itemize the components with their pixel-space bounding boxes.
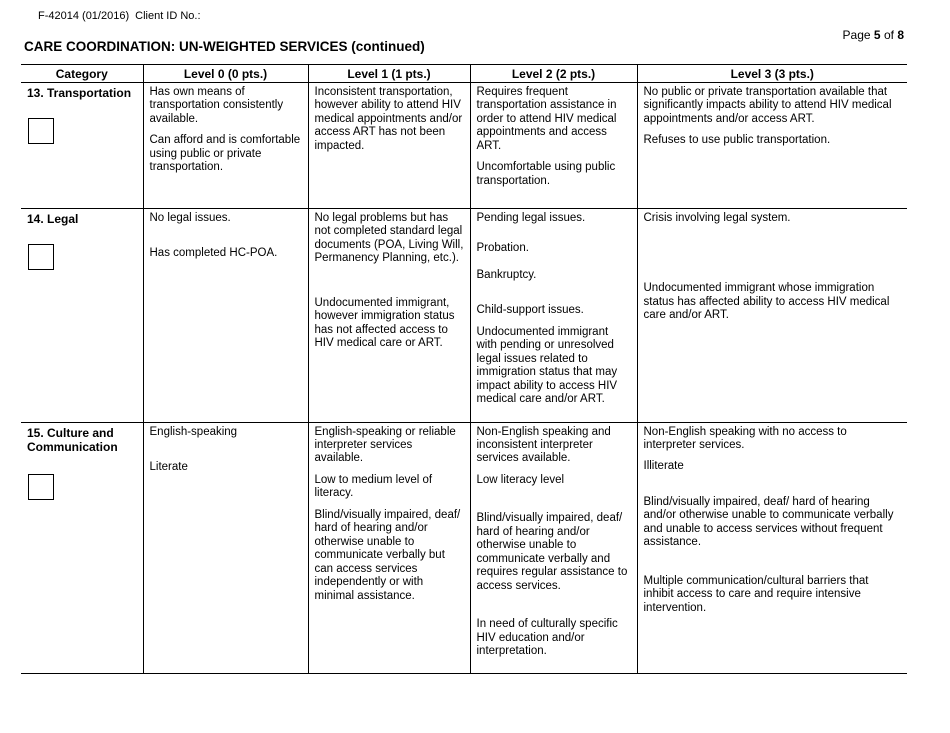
table-header-row — [21, 65, 907, 83]
level-text: Refuses to use public transportation. — [643, 134, 831, 147]
services-table — [21, 64, 907, 674]
category-name-line-2: Communication — [27, 439, 118, 454]
level-text: Illiterate — [643, 460, 684, 473]
page-title: CARE COORDINATION: UN-WEIGHTED SERVICES (continued) — [24, 39, 425, 54]
level-0-cell — [143, 83, 308, 209]
form-id-line — [38, 10, 201, 22]
page-total: 8 — [897, 28, 904, 42]
score-box-legal[interactable] — [28, 244, 54, 270]
category-name-line-1: 15. Culture and — [27, 425, 114, 440]
level-text: English-speaking or reliable interpreter services available. — [314, 425, 456, 465]
table-row-culture-communication — [21, 422, 907, 674]
level-text: Low literacy level — [476, 473, 565, 486]
table-row-transportation — [21, 83, 907, 209]
column-header-level-0: Level 0 (0 pts.) — [143, 65, 308, 83]
level-text: Blind/visually impaired, deaf/ hard of hearing and/or otherwise unable to communicate verbally but can access services independently or with minimal assistance. — [314, 508, 461, 602]
level-1-cell — [308, 209, 470, 423]
column-header-level-2: Level 2 (2 pts.) — [470, 65, 637, 83]
level-text: English-speaking — [149, 425, 238, 438]
page-current: 5 — [873, 28, 881, 42]
level-text: No legal problems but has not completed standard legal documents (POA, Living Will, Permanency Planning, etc.). — [314, 212, 464, 265]
level-text: Inconsistent transportation, however ability to attend HIV medical appointments and/or access ART has not been impacted. — [314, 86, 463, 152]
column-header-level-3: Level 3 (3 pts.) — [637, 65, 907, 83]
category-name: 13. Transportation — [27, 86, 132, 101]
level-1-cell — [308, 422, 470, 674]
level-3-cell — [637, 83, 907, 209]
level-text: Literate — [149, 461, 188, 474]
level-text: Multiple communication/cultural barriers that inhibit access to care and require intensive intervention. — [643, 574, 869, 614]
level-text: No public or private transportation available that significantly impacts ability to attend HIV medical appointments and/or access ART. — [643, 86, 892, 125]
table-row-legal — [21, 209, 907, 423]
level-text: Low to medium level of literacy. — [314, 473, 433, 500]
level-text: Undocumented immigrant, however immigration status has not affected access to HIV medical care or ART. — [314, 296, 455, 350]
level-text: Has completed HC-POA. — [149, 247, 278, 260]
score-box-transportation[interactable] — [28, 118, 54, 144]
level-text: Crisis involving legal system. — [643, 212, 791, 225]
page-of: of — [883, 28, 894, 42]
form-number: F-42014 (01/2016) — [38, 10, 130, 22]
client-id-label: Client ID No.: — [135, 10, 201, 22]
level-text: Non-English speaking and inconsistent interpreter services available. — [476, 425, 611, 465]
category-cell-legal — [21, 209, 143, 423]
score-box-culture-communication[interactable] — [28, 474, 54, 500]
level-text: Blind/visually impaired, deaf/ hard of hearing and/or otherwise unable to communicate verbally and requires regular assistance to access services. — [476, 512, 628, 592]
level-text: Pending legal issues. — [476, 212, 586, 225]
category-cell-culture-communication — [21, 422, 143, 674]
page-number — [843, 28, 904, 42]
page-prefix: Page — [842, 28, 871, 42]
level-3-cell — [637, 422, 907, 674]
level-text: No legal issues. — [149, 212, 231, 225]
level-text: Non-English speaking with no access to interpreter services. — [643, 425, 847, 452]
level-text: Can afford and is comfortable using public or private transportation. — [149, 134, 301, 174]
level-1-cell — [308, 83, 470, 209]
level-text: Undocumented immigrant with pending or unresolved legal issues related to immigration status that may impact ability to access HIV medical care and/or ART. — [476, 325, 618, 406]
category-name: 14. Legal — [27, 212, 79, 227]
level-text: Bankruptcy. — [476, 268, 537, 281]
level-0-cell — [143, 422, 308, 674]
level-text: Uncomfortable using public transportation. — [476, 161, 616, 187]
level-0-cell — [143, 209, 308, 423]
level-text: Undocumented immigrant whose immigration status has affected ability to access HIV medical care and/or ART. — [643, 282, 890, 322]
level-text: Probation. — [476, 242, 529, 255]
column-header-level-1: Level 1 (1 pts.) — [308, 65, 470, 83]
level-2-cell — [470, 422, 637, 674]
level-3-cell — [637, 209, 907, 423]
level-2-cell — [470, 209, 637, 423]
level-text: In need of culturally specific HIV education and/or interpretation. — [476, 618, 618, 657]
level-text: Child-support issues. — [476, 304, 584, 317]
level-text: Blind/visually impaired, deaf/ hard of hearing and/or otherwise unable to communicate verbally and unable to access services without frequent assistance. — [643, 495, 894, 549]
category-cell-transportation — [21, 83, 143, 209]
level-2-cell — [470, 83, 637, 209]
level-text: Requires frequent transportation assistance in order to attend HIV medical appointments and access ART. — [476, 86, 617, 152]
column-header-category: Category — [21, 65, 143, 83]
level-text: Has own means of transportation consistently available. — [149, 86, 284, 125]
